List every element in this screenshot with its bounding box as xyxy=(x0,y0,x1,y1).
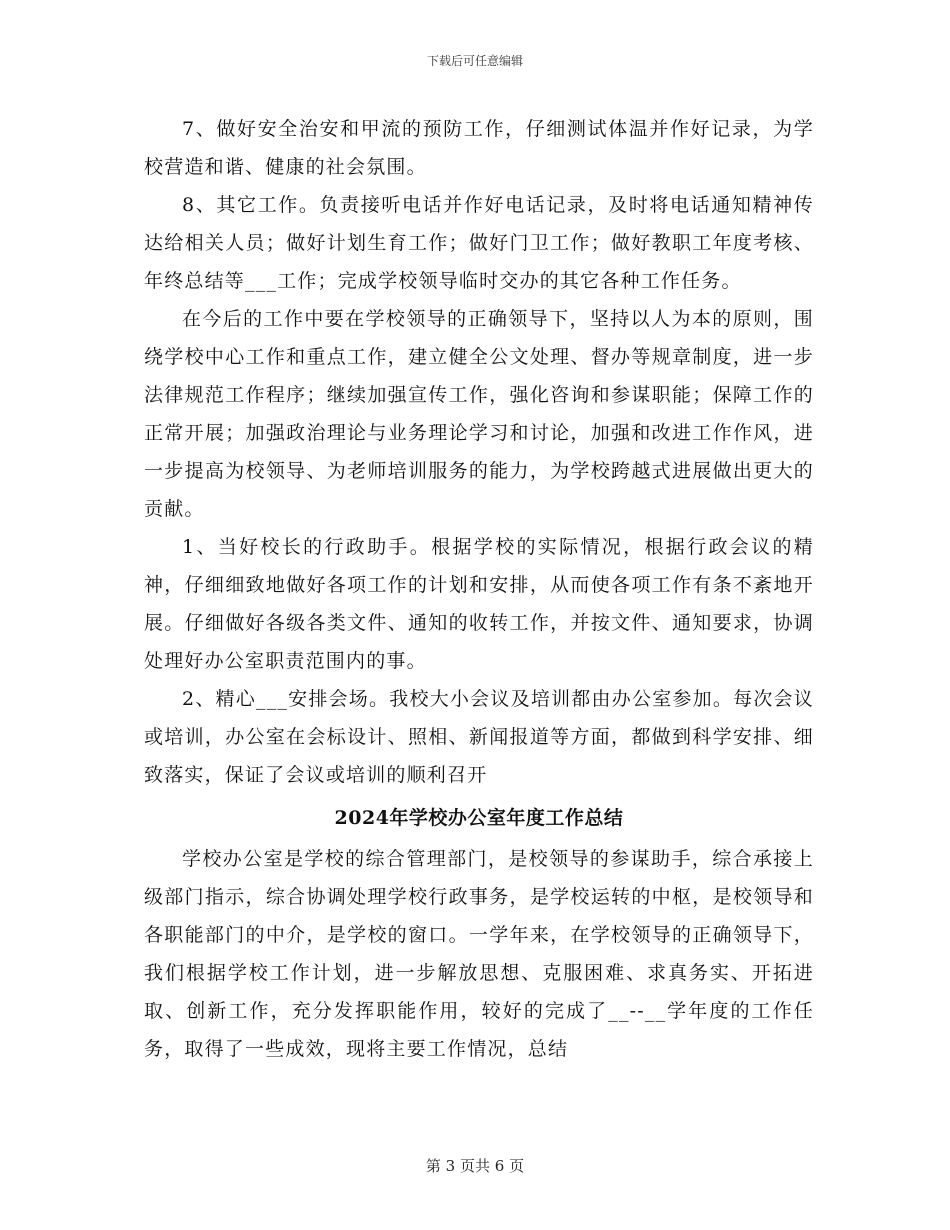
paragraph-future-work: 在今后的工作中要在学校领导的正确领导下，坚持以人为本的原则，围绕学校中心工作和重点工作，建立健全公文处理、督办等规章制度，进一步法律规范工作程序；继续加强宣传工作，强化咨询和参谋职能；保障工作的正常开展；加强政治理论与业务理论学习和讨论，加强和改进工作作风，进一步提高为校领导、为老师培训服务的能力，为学校跨越式进展做出更大的贡献。 xyxy=(144,308,814,520)
document-body xyxy=(144,110,814,1068)
paragraph-item-2: 2、精心___安排会场。我校大小会议及培训都由办公室参加。每次会议或培训，办公室在会标设计、照相、新闻报道等方面，都做到科学安排、细致落实，保证了会议或培训的顺利召开 xyxy=(144,688,814,786)
paragraph-item-1: 1、当好校长的行政助手。根据学校的实际情况，根据行政会议的精神，仔细细致地做好各项工作的计划和安排，从而使各项工作有条不紊地开展。仔细做好各级各类文件、通知的收转工作，并按文件、通知要求，协调处理好办公室职责范围内的事。 xyxy=(144,536,814,672)
paragraph-item-7: 7、做好安全治安和甲流的预防工作，仔细测试体温并作好记录，为学校营造和谐、健康的社会氛围。 xyxy=(144,118,814,178)
paragraph-summary-intro: 学校办公室是学校的综合管理部门，是校领导的参谋助手，综合承接上级部门指示，综合协调处理学校行政事务，是学校运转的中枢，是校领导和各职能部门的中介，是学校的窗口。一学年来，在学校领导的正确领导下，我们根据学校工作计划，进一步解放思想、克服困难、求真务实、开拓进取、创新工作，充分发挥职能作用，较好的完成了__--__学年度的工作任务，取得了一些成效，现将主要工作情况，总结 xyxy=(144,848,814,1060)
document-title: 2024年学校办公室年度工作总结 xyxy=(334,807,624,829)
paragraph-item-8: 8、其它工作。负责接听电话并作好电话记录，及时将电话通知精神传达给相关人员；做好计划生育工作；做好门卫工作；做好教职工年度考核、年终总结等___工作；完成学校领导临时交办的其它各种工作任务。 xyxy=(144,194,814,292)
page-header: 下载后可任意编辑 xyxy=(426,54,523,68)
page-number: 第 3 页共 6 页 xyxy=(425,1157,525,1175)
